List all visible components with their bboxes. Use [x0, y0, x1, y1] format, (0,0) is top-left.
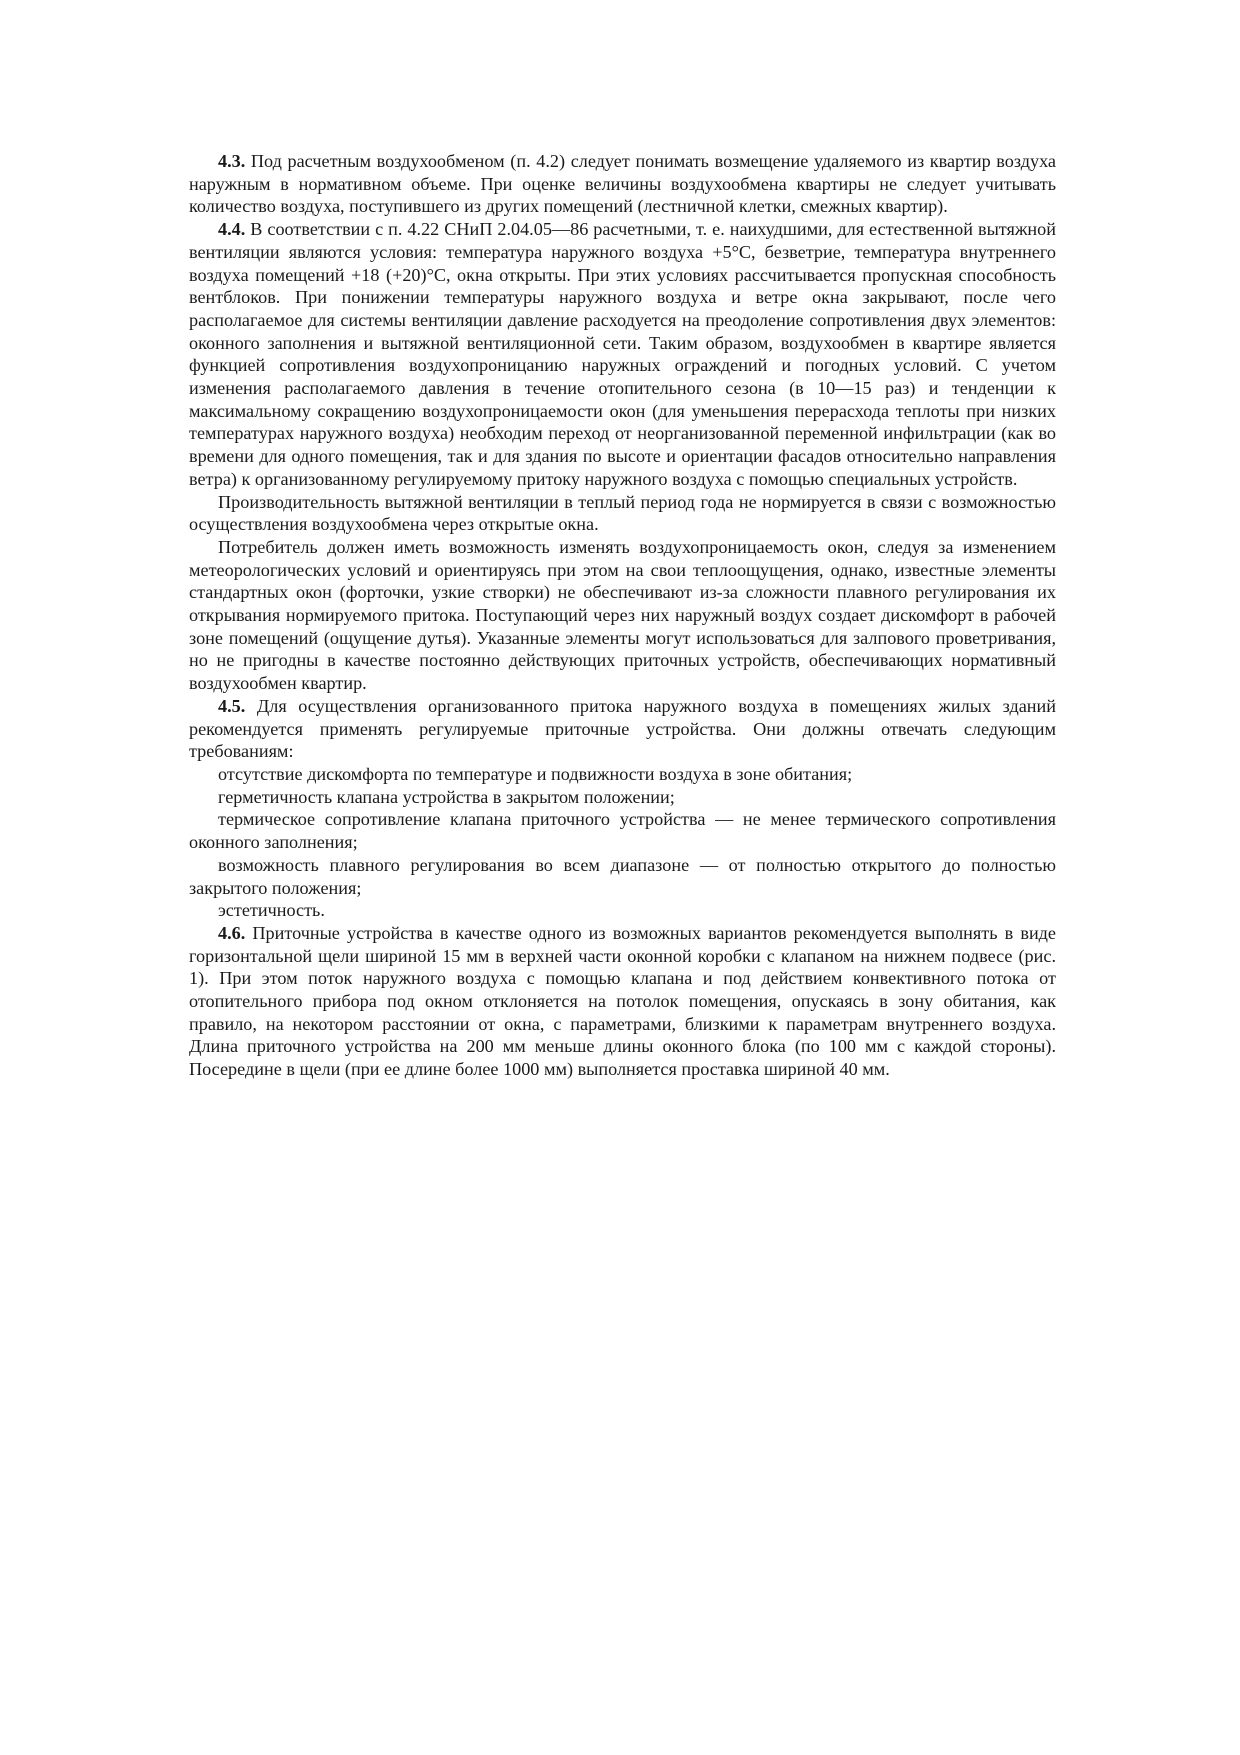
requirement-item — [189, 854, 1056, 899]
paragraph-text: термическое сопротивление клапана приточного устройства — не менее термического сопротивления оконного заполнения; — [189, 809, 1056, 853]
paragraph-text: Для осуществления организованного притока наружного воздуха в помещениях жилых зданий рекомендуется применять регулируемые приточные устройства. Они должны отвечать следующим требованиям: — [189, 695, 1056, 762]
body-text — [189, 150, 1056, 1081]
clause-number: 4.4. — [218, 219, 246, 240]
clause-number: 4.6. — [218, 922, 246, 943]
paragraph-4-4 — [189, 218, 1056, 490]
paragraph — [189, 536, 1056, 695]
requirement-item — [189, 899, 1056, 922]
paragraph-text: Потребитель должен иметь возможность изменять воздухопроницаемость окон, следуя за изменением метеорологических условий и ориентируясь при этом на свои теплоощущения, однако, известные элементы стандартных окон (форточки, узкие створки) не обеспечивают из-за сложности плавного регулирования их открывания нормируемого притока. Поступающий через них наружный воздух создает дискомфорт в рабочей зоне помещений (ощущение дутья). Указанные элементы могут использоваться для залпового проветривания, но не пригодны в качестве постоянно действующих приточных устройств, обеспечивающих нормативный воздухообмен квартир. — [189, 536, 1056, 694]
requirement-item — [189, 808, 1056, 853]
requirement-item — [189, 786, 1056, 809]
paragraph-text: герметичность клапана устройства в закрытом положении; — [218, 786, 675, 807]
requirement-item — [189, 763, 1056, 786]
clause-number: 4.5. — [218, 695, 246, 716]
paragraph-text: Под расчетным воздухообменом (п. 4.2) следует понимать возмещение удаляемого из квартир воздуха наружным в нормативном объеме. При оценке величины воздухообмена квартиры не следует учитывать количество воздуха, поступившего из других помещений (лестничной клетки, смежных квартир). — [189, 151, 1056, 217]
paragraph-text: В соответствии с п. 4.22 СНиП 2.04.05—86 расчетными, т. е. наихудшими, для естественной вытяжной вентиляции являются условия: температура наружного воздуха +5°С, безветрие, температура внутреннего воздуха помещений +18 (+20)°С, окна открыты. При этих условиях рассчитывается пропускная способность вентблоков. При понижении температуры наружного воздуха и ветре окна закрывают, после чего располагаемое для системы вентиляции давление расходуется на преодоление сопротивления двух элементов: оконного заполнения и вытяжной вентиляционной сети. Таким образом, воздухообмен в квартире является функцией сопротивления воздухопроницанию наружных ограждений и погодных условий. С учетом изменения располагаемого давления в течение отопительного сезона (в 10—15 раз) и тенденции к максимальному сокращению воздухопроницаемости окон (для уменьшения перерасхода теплоты при низких температурах наружного воздуха) необходим переход от неорганизованной переменной инфильтрации (как во времени для одного помещения, так и для здания по высоте и ориентации фасадов относительно направления ветра) к организованному регулируемому притоку наружного воздуха с помощью специальных устройств. — [189, 219, 1056, 489]
paragraph-4-3 — [189, 150, 1056, 218]
paragraph-4-6 — [189, 922, 1056, 1081]
paragraph-text: эстетичность. — [218, 900, 325, 921]
paragraph-text: возможность плавного регулирования во всем диапазоне — от полностью открытого до полностью закрытого положения; — [189, 854, 1056, 898]
clause-number: 4.3. — [218, 151, 246, 171]
paragraph-text: Приточные устройства в качестве одного из возможных вариантов рекомендуется выполнять в виде горизонтальной щели шириной 15 мм в верхней части оконной коробки с клапаном на нижнем подвесе (рис. 1). При этом поток наружного воздуха с помощью клапана и под действием конвективного потока от отопительного прибора под окном отклоняется на потолок помещения, опускаясь в зону обитания, как правило, на некотором расстоянии от окна, с параметрами, близкими к параметрам внутреннего воздуха. Длина приточного устройства на 200 мм меньше длины оконного блока (по 100 мм с каждой стороны). Посередине в щели (при ее длине более 1000 мм) выполняется проставка шириной 40 мм. — [189, 922, 1056, 1080]
paragraph-text: Производительность вытяжной вентиляции в теплый период года не нормируется в связи с возможностью осуществления воздухообмена через открытые окна. — [189, 491, 1056, 535]
paragraph — [189, 491, 1056, 536]
paragraph-text: отсутствие дискомфорта по температуре и подвижности воздуха в зоне обитания; — [218, 763, 853, 784]
paragraph-4-5 — [189, 695, 1056, 763]
